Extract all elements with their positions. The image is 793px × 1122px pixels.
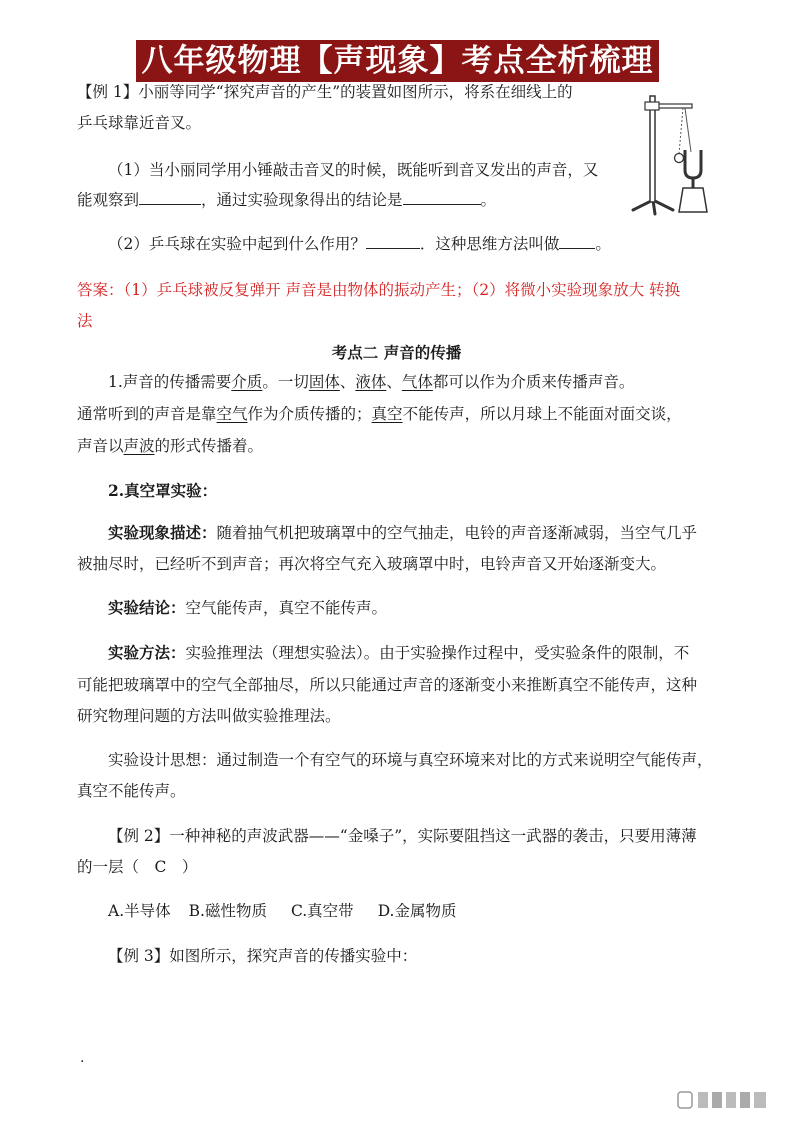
answer-line1: 答案：（1）乒乓球被反复弹开 声音是由物体的振动产生；（2）将微小实验现象放大 转换	[77, 281, 681, 299]
experiment-method-line2: 可能把玻璃罩中的空气全部抽尽，所以只能通过声音的逐渐变小来推断真空不能传声，这种	[77, 676, 698, 694]
propagation-line3	[77, 436, 263, 456]
example2-options	[108, 901, 457, 921]
filled-blank: 介质	[231, 373, 263, 391]
tuning-fork-apparatus-illustration	[625, 92, 715, 222]
filled-blank: 真空	[371, 405, 403, 423]
filled-blank: 固体	[308, 373, 340, 391]
text-span: 空气能传声，真空不能传声。	[185, 599, 388, 617]
option-b: B.磁性物质	[188, 902, 267, 920]
design-idea-line1: 实验设计思想：通过制造一个有空气的环境与真空环境来对比的方式来说明空气能传声，	[108, 751, 713, 769]
example3-line1: 【例 3】如图所示，探究声音的传播实验中：	[108, 947, 418, 965]
text-span: 随着抽气机把玻璃罩中的空气抽走，电铃的声音逐渐减弱，当空气几乎	[216, 524, 698, 542]
example1-line1: 【例 1】小丽等同学“探究声音的产生”的装置如图所示，将系在细线上的	[77, 83, 573, 101]
filled-blank: 声波	[123, 437, 155, 455]
answer-blank	[403, 190, 481, 205]
q2-text-c: 。	[595, 235, 611, 253]
option-c: C.真空带	[290, 902, 354, 920]
q2-text-b: ．这种思维方法叫做	[419, 235, 560, 253]
label-text: 实验方法：	[108, 643, 186, 662]
text-span: 、	[339, 373, 356, 391]
text-span: 声音以	[77, 437, 124, 455]
vacuum-experiment-heading: 2.真空罩实验：	[108, 481, 218, 500]
example1-q1-line1: （1）当小丽同学用小锤敲击音叉的时候，既能听到音叉发出的声音，又	[108, 161, 599, 179]
q1-text-a: 能观察到	[77, 191, 140, 209]
answer-blank	[559, 234, 595, 249]
option-d: D.金属物质	[377, 902, 457, 920]
propagation-line1	[108, 372, 634, 392]
answer-blank	[139, 190, 201, 205]
filled-blank: 液体	[355, 373, 387, 391]
label-text: 实验结论：	[108, 598, 186, 617]
example1-q1-line2	[77, 190, 496, 210]
q2-text-a: （2）乒乓球在实验中起到什么作用？	[108, 235, 366, 253]
experiment-description-line2: 被抽尽时，已经听不到声音；再次将空气充入玻璃罩中时，电铃声音又开始逐渐变大。	[77, 555, 667, 573]
text-span: 作为介质传播的；	[247, 405, 372, 423]
label-text: 实验现象描述：	[108, 523, 217, 542]
design-idea-line2: 真空不能传声。	[77, 782, 186, 800]
experiment-method-line3: 研究物理问题的方法叫做实验推理法。	[77, 707, 341, 725]
experiment-method-line1	[108, 643, 689, 663]
text-span: 通常听到的声音是靠	[77, 405, 217, 423]
propagation-line2	[77, 404, 682, 424]
text-span: 都可以作为介质来传播声音。	[432, 373, 635, 391]
section-heading: 考点二 声音的传播	[331, 343, 462, 362]
text-span: 。一切	[262, 373, 309, 391]
text-span: 1.声音的传播需要	[108, 373, 232, 391]
option-a: A.半导体	[108, 902, 171, 920]
answer-line2: 法	[77, 312, 93, 330]
footer-dot: .	[80, 1050, 85, 1066]
example2-line2: 的一层（ C ）	[77, 858, 198, 876]
q1-text-b: ，通过实验现象得出的结论是	[201, 191, 403, 209]
experiment-description-line1	[108, 523, 697, 543]
filled-blank: 空气	[216, 405, 248, 423]
example2-line1: 【例 2】一种神秘的声波武器——“金嗓子”，实际要阻挡这一武器的袭击，只要用薄薄	[108, 827, 697, 845]
text-span: 的形式传播着。	[154, 437, 264, 455]
page-title: 八年级物理【声现象】考点全析梳理	[136, 40, 659, 82]
example1-q2	[108, 234, 611, 254]
watermark-logo	[676, 1087, 776, 1113]
example1-line2: 乒乓球靠近音叉。	[77, 114, 202, 132]
text-span: 、	[386, 373, 402, 391]
filled-blank: 气体	[401, 373, 433, 391]
text-span: 实验推理法（理想实验法）。由于实验操作过程中，受实验条件的限制，不	[185, 644, 690, 662]
answer-blank	[366, 234, 420, 249]
q1-text-c: 。	[480, 191, 497, 209]
text-span: 不能传声，所以月球上不能面对面交谈，	[402, 405, 682, 423]
experiment-conclusion	[108, 598, 387, 618]
